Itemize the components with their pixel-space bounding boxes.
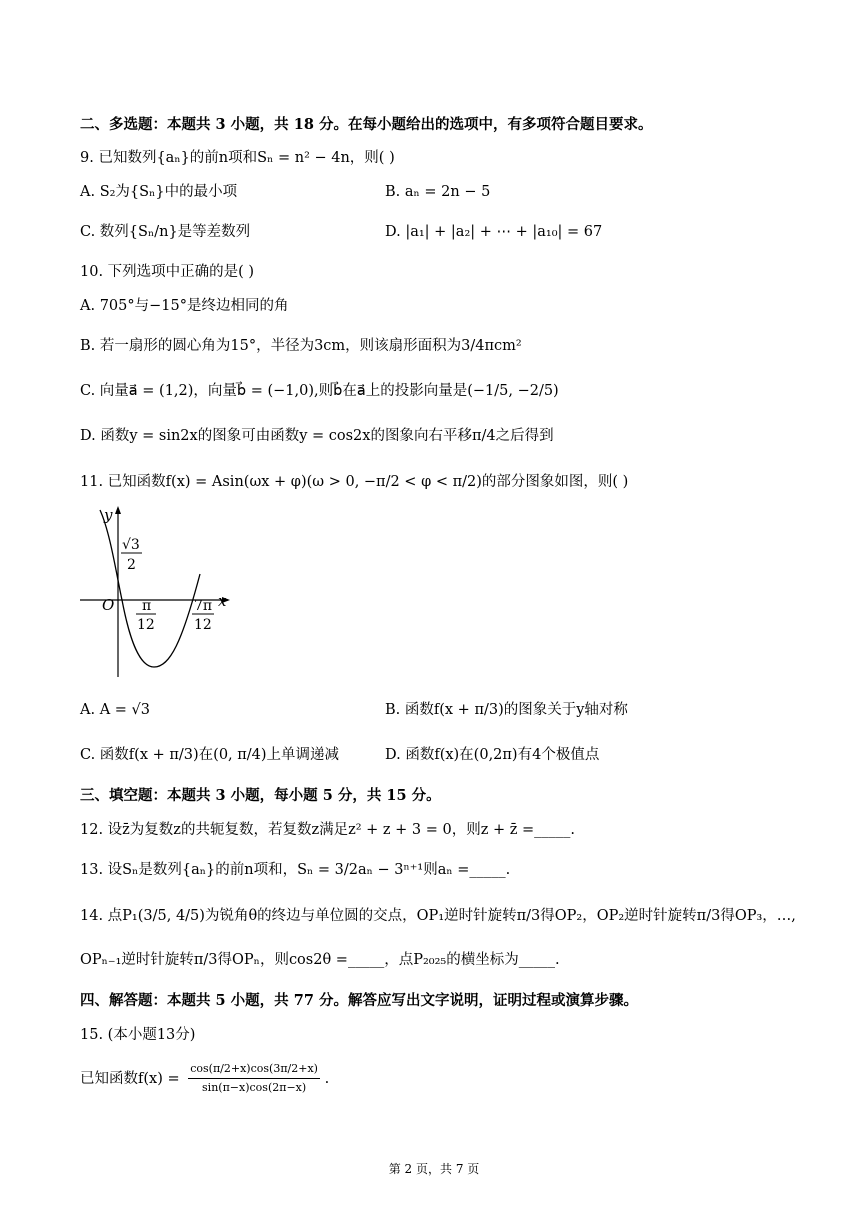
- q10-stem: 10. 下列选项中正确的是( ): [80, 264, 255, 280]
- q11-option-d: D. 函数f(x)在(0,2π)有4个极值点: [385, 747, 600, 763]
- x-axis-label: x: [218, 592, 227, 610]
- q9-option-c: C. 数列{Sₙ/n}是等差数列: [80, 224, 251, 240]
- q14-line1: 14. 点P₁(3/5, 4/5)为锐角θ的终边与单位圆的交点，OP₁逆时针旋转π/3得OP₂，OP₂逆时针旋转π/3得OP₃，…,: [80, 908, 796, 924]
- q12-text: 12. 设z̄为复数z的共轭复数，若复数z满足z² + z + 3 = 0，则z + z̄ =_____.: [80, 822, 575, 838]
- x-tick1-denominator: 12: [137, 617, 155, 633]
- q15-title: 15. (本小题13分): [80, 1027, 196, 1043]
- q15-fraction: [188, 1060, 320, 1097]
- q13-text: 13. 设Sₙ是数列{aₙ}的前n项和，Sₙ = 3/2aₙ − 3ⁿ⁺¹则aₙ =_____.: [80, 862, 511, 878]
- section-4-header: 四、解答题：本题共 5 小题，共 77 分。解答应写出文字说明，证明过程或演算步骤。: [80, 992, 638, 1009]
- q9-option-d: D. |a₁| + |a₂| + ⋯ + |a₁₀| = 67: [385, 224, 603, 240]
- y-axis-label: y: [104, 506, 113, 524]
- page-footer: 第 2 页，共 7 页: [388, 1162, 480, 1176]
- q11-graph: [78, 502, 238, 682]
- q10-option-a: A. 705°与−15°是终边相同的角: [80, 298, 289, 314]
- sine-curve: [100, 510, 200, 667]
- q15-denominator: sin(π−x)cos(2π−x): [202, 1081, 307, 1094]
- q9-stem: 9. 已知数列{aₙ}的前n项和Sₙ = n² − 4n，则( ): [80, 150, 395, 166]
- q14-line2: OPₙ₋₁逆时针旋转π/3得OPₙ，则cos2θ =_____，点P₂₀₂₅的横坐标为_____.: [80, 952, 560, 968]
- q11-option-a: A. A = √3: [80, 702, 150, 718]
- q15-numerator: cos(π/2+x)cos(3π/2+x): [188, 1060, 320, 1079]
- q9-option-a: A. S₂为{Sₙ}中的最小项: [80, 184, 238, 200]
- y-tick-numerator: √3: [122, 537, 140, 553]
- x-tick1-numerator: π: [142, 598, 152, 614]
- y-axis-arrow: [115, 506, 121, 514]
- q11-option-b: B. 函数f(x + π/3)的图象关于y轴对称: [385, 702, 628, 718]
- q15-suffix: .: [324, 1070, 330, 1087]
- y-tick-denominator: 2: [127, 557, 136, 573]
- x-tick2-denominator: 12: [194, 617, 212, 633]
- q15-prefix: 已知函数f(x) =: [80, 1070, 180, 1087]
- q10-option-c: C. 向量a⃗ = (1,2)，向量b⃗ = (−1,0),则b⃗在a⃗上的投影向量是(−1/5, −2/5): [80, 383, 559, 399]
- origin-label: O: [102, 596, 115, 614]
- section-3-header: 三、填空题：本题共 3 小题，每小题 5 分，共 15 分。: [80, 787, 441, 804]
- section-2-header: 二、多选题：本题共 3 小题，共 18 分。在每小题给出的选项中，有多项符合题目要求。: [80, 116, 653, 133]
- q9-option-b: B. aₙ = 2n − 5: [385, 184, 491, 200]
- q15-function: [80, 1060, 329, 1097]
- q11-option-c: C. 函数f(x + π/3)在(0, π/4)上单调递减: [80, 747, 340, 763]
- q10-option-d: D. 函数y = sin2x的图象可由函数y = cos2x的图象向右平移π/4之后得到: [80, 428, 554, 444]
- q10-option-b: B. 若一扇形的圆心角为15°，半径为3cm，则该扇形面积为3/4πcm²: [80, 338, 522, 354]
- q11-stem: 11. 已知函数f(x) = Asin(ωx + φ)(ω > 0, −π/2 < φ < π/2)的部分图象如图，则( ): [80, 474, 629, 490]
- x-tick2-numerator: 7π: [194, 598, 213, 614]
